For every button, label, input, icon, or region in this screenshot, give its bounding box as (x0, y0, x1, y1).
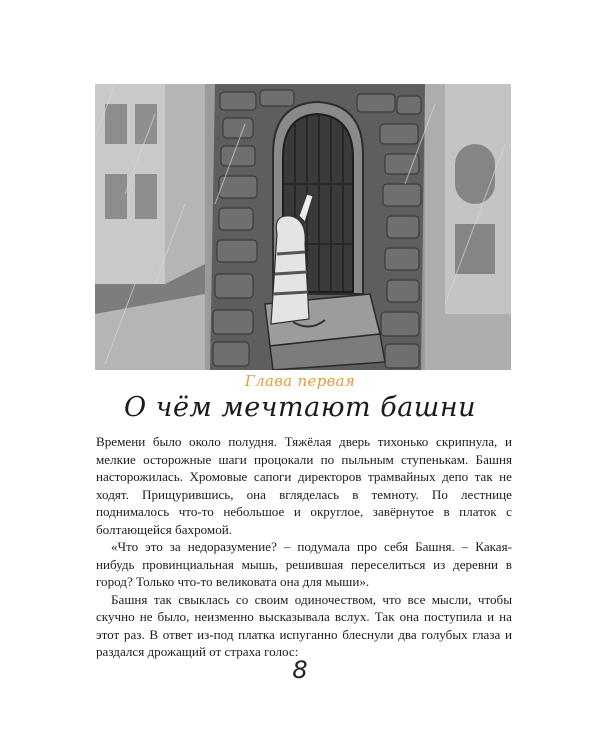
chapter-illustration (95, 84, 511, 370)
chapter-label: Глава первая (244, 372, 356, 390)
paragraph: «Что это за недоразумение? – подумала про себя Башня. – Какая-нибудь провинциальная мышь, решившая переселиться из деревни в город? Только что-то великовата она для мыши». (96, 539, 512, 589)
chapter-title: О чём мечтают башни (123, 392, 477, 423)
paragraph: Башня так свыклась со своим одиночеством, что все мысли, чтобы скучно не было, неизменно высказывала вслух. Так она поступила и на этот раз. В ответ из-под платка испуганно блеснули два голубых глаза и раздался дрожащий от страха голос: (96, 591, 512, 659)
chapter-text (96, 433, 512, 661)
paragraph: Времени было около полудня. Тяжёлая дверь тихонько скрипнула, и мелкие осторожные шаги процокали по пыльным ступенькам. Башня насторожилась. Хромовые сапоги директоров трамвайных депо так не ходят. Прищурившись, она вгляделась в темноту. По лестнице поднималось что-то небольшое и округлое, завёрнутое в платок с болтающейся бахромой. (96, 434, 512, 537)
page-number: 8 (292, 656, 308, 684)
